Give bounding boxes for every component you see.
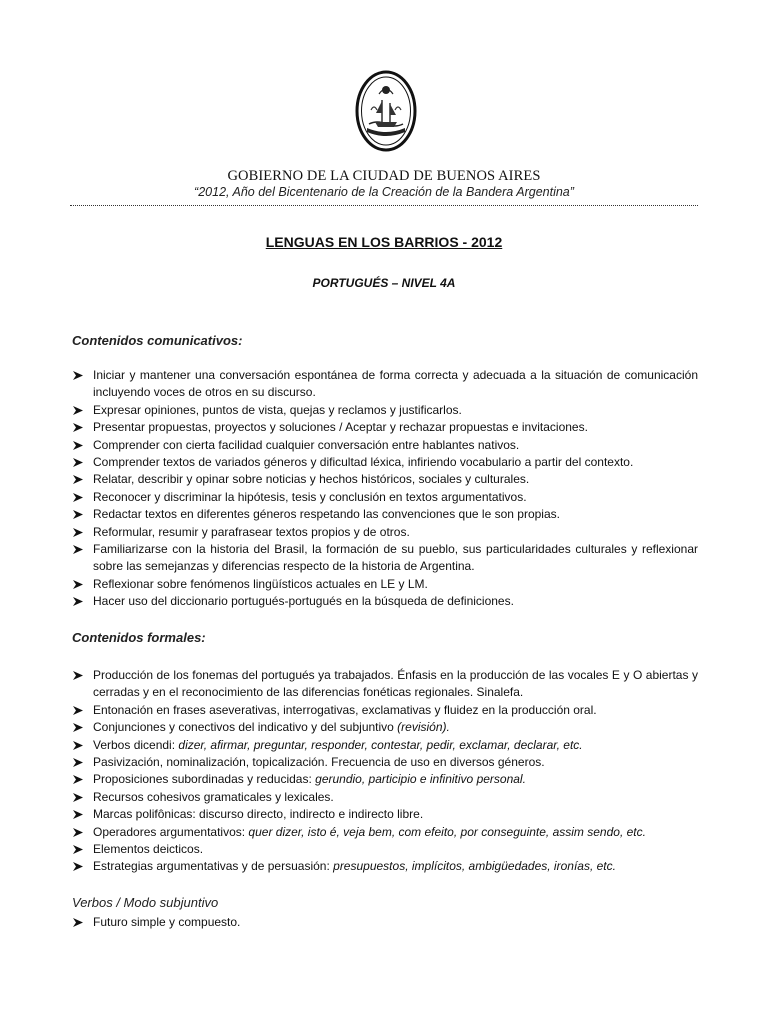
arrow-bullet-icon [72,440,84,451]
list-item: Conjunciones y conectivos del indicativo y del subjuntivo (revisión). [72,719,698,736]
list-item: Futuro simple y compuesto. [72,914,698,931]
list-item: Familiarizarse con la historia del Brasil, la formación de su pueblo, sus particularidades culturales y reflexionar sobre las semejanzas y diferencias respecto de la historia de Argentina. [72,541,698,576]
list-item: Elementos deicticos. [72,841,698,858]
arrow-bullet-icon [72,492,84,503]
arrow-bullet-icon [72,422,84,433]
list-item: Pasivización, nominalización, topicalización. Frecuencia de uso en diversos géneros. [72,754,698,771]
header-divider [70,205,698,206]
arrow-bullet-icon [72,757,84,768]
arrow-bullet-icon [72,809,84,820]
arrow-bullet-icon [72,844,84,855]
government-name: GOBIERNO DE LA CIUDAD DE BUENOS AIRES [227,168,541,184]
list-item: Redactar textos en diferentes géneros respetando las convenciones que le son propias. [72,506,698,523]
list-item: Recursos cohesivos gramaticales y lexicales. [72,789,698,806]
arrow-bullet-icon [72,774,84,785]
list-item: Reconocer y discriminar la hipótesis, tesis y conclusión en textos argumentativos. [72,489,698,506]
arrow-bullet-icon [72,527,84,538]
list-item: Marcas polifônicas: discurso directo, indirecto e indirecto libre. [72,806,698,823]
arrow-bullet-icon [72,722,84,733]
document-subtitle: PORTUGUÉS – NIVEL 4A [312,276,456,290]
arrow-bullet-icon [72,792,84,803]
list-item: Iniciar y mantener una conversación espontánea de forma correcta y adecuada a la situación de comunicación incluyendo voces de otros en su discurso. [72,367,698,402]
communicative-heading: Contenidos comunicativos: [72,333,243,348]
list-item: Relatar, describir y opinar sobre noticias y hechos históricos, sociales y culturales. [72,471,698,488]
government-motto: “2012, Año del Bicentenario de la Creación de la Bandera Argentina” [194,185,574,199]
arrow-bullet-icon [72,370,84,381]
list-item: Comprender textos de variados géneros y dificultad léxica, infiriendo vocabulario a partir del contexto. [72,454,698,471]
arrow-bullet-icon [72,861,84,872]
arrow-bullet-icon [72,596,84,607]
arrow-bullet-icon [72,579,84,590]
list-item: Expresar opiniones, puntos de vista, quejas y reclamos y justificarlos. [72,402,698,419]
list-item: Verbos dicendi: dizer, afirmar, preguntar, responder, contestar, pedir, exclamar, declarar, etc. [72,737,698,754]
arrow-bullet-icon [72,509,84,520]
list-item: Producción de los fonemas del portugués ya trabajados. Énfasis en la producción de las vocales E y O abiertas y cerradas y en el reconocimiento de las diferencias fonéticas regionales. Sinalefa. [72,667,698,702]
document-title: LENGUAS EN LOS BARRIOS - 2012 [265,234,503,250]
formal-heading: Contenidos formales: [72,630,206,645]
arrow-bullet-icon [72,740,84,751]
verbs-heading: Verbos / Modo subjuntivo [72,895,219,910]
list-item: Operadores argumentativos: quer dizer, isto é, veja bem, com efeito, por conseguinte, assim sendo, etc. [72,824,698,841]
arrow-bullet-icon [72,405,84,416]
arrow-bullet-icon [72,670,84,681]
arrow-bullet-icon [72,917,84,928]
communicative-list [72,367,698,611]
arrow-bullet-icon [72,827,84,838]
arrow-bullet-icon [72,544,84,555]
list-item: Comprender con cierta facilidad cualquier conversación entre hablantes nativos. [72,437,698,454]
arrow-bullet-icon [72,705,84,716]
arrow-bullet-icon [72,474,84,485]
list-item: Hacer uso del diccionario portugués-portugués en la búsqueda de definiciones. [72,593,698,610]
city-seal-logo [355,70,417,152]
list-item: Proposiciones subordinadas y reducidas: gerundio, participio e infinitivo personal. [72,771,698,788]
arrow-bullet-icon [72,457,84,468]
formal-list [72,667,698,876]
verbs-list [72,914,698,931]
list-item: Estrategias argumentativas y de persuasión: presupuestos, implícitos, ambigüedades, ironías, etc. [72,858,698,875]
list-item: Reformular, resumir y parafrasear textos propios y de otros. [72,524,698,541]
list-item: Entonación en frases aseverativas, interrogativas, exclamativas y fluidez en la producción oral. [72,702,698,719]
list-item: Presentar propuestas, proyectos y soluciones / Aceptar y rechazar propuestas e invitaciones. [72,419,698,436]
list-item: Reflexionar sobre fenómenos lingüísticos actuales en LE y LM. [72,576,698,593]
